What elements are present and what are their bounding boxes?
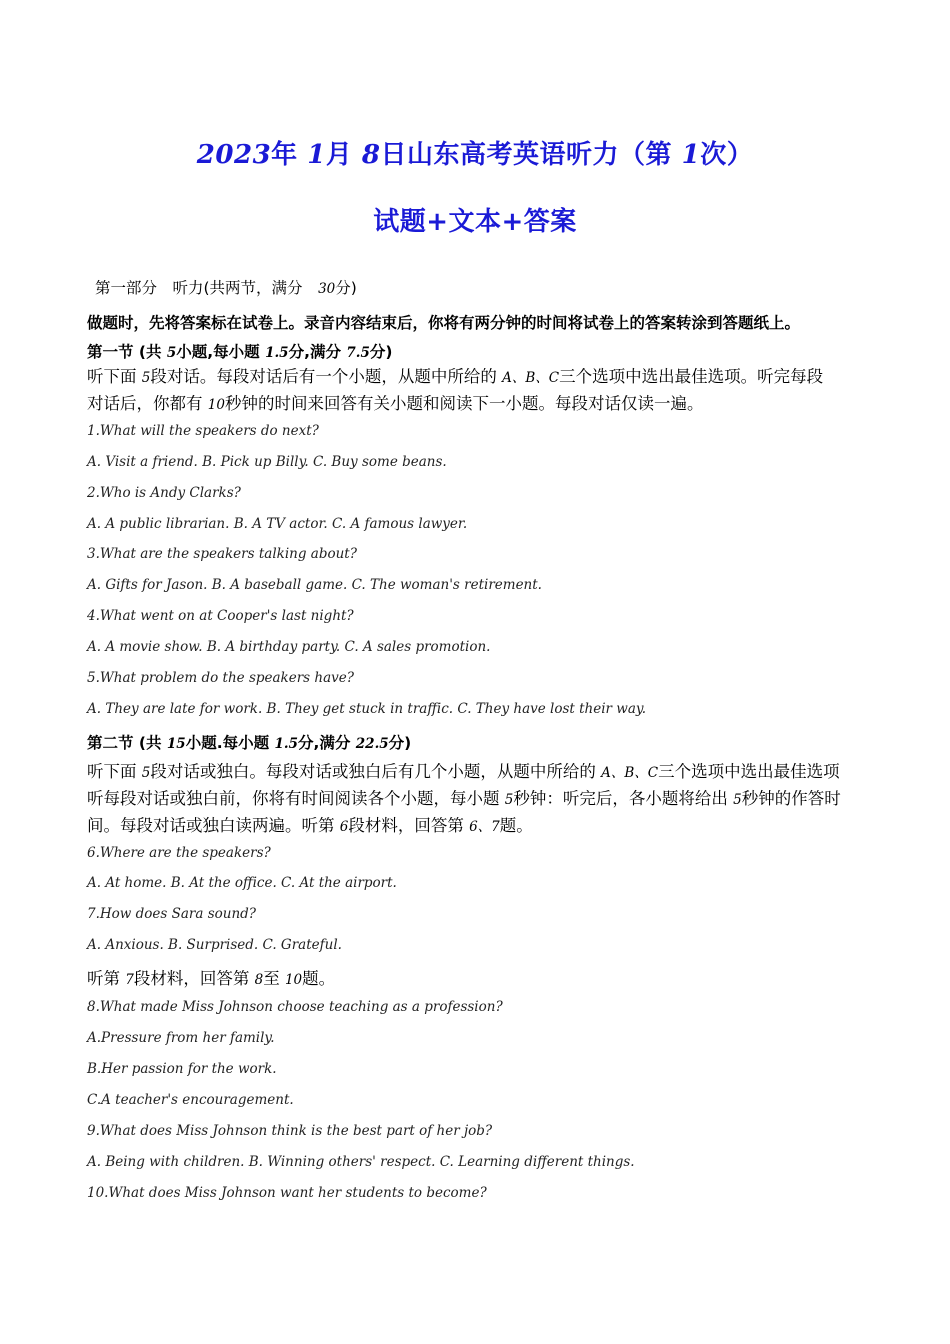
section2-heading: 第二节 (共 15小题.每小题 1.5分,满分 22.5分) [87, 734, 412, 752]
section2-directions: 听下面 5段对话或独白。每段对话或独白后有几个小题，从题中所给的 A、B、C三个选项中选出最佳选项 听每段对话或独白前，你将有时间阅读各个小题，每小题 5秒钟：听完后，各小题将给出 5秒钟的作答时 间。每段对话或独白读两遍。听第 6段材料，回答第 6、7题。 [87, 762, 841, 835]
part1-instruction: 做题时，先将答案标在试卷上。录音内容结束后，你将有两分钟的时间将试卷上的答案转涂到答题纸上。 [87, 314, 801, 332]
question-9: 9.What does Miss Johnson think is the best part of her job? [87, 1123, 493, 1139]
option-8a: A.Pressure from her family. [87, 1030, 275, 1046]
question-8: 8.What made Miss Johnson choose teaching as a profession? [87, 999, 503, 1015]
options-9: A. Being with children. B. Winning others' respect. C. Learning different things. [87, 1154, 635, 1170]
options-2: A. A public librarian. B. A TV actor. C. A famous lawyer. [87, 516, 468, 532]
options-7: A. Anxious. B. Surprised. C. Grateful. [87, 937, 342, 953]
question-6: 6.Where are the speakers? [87, 845, 271, 861]
question-10: 10.What does Miss Johnson want her students to become? [87, 1185, 487, 1201]
question-1: 1.What will the speakers do next? [87, 423, 319, 439]
options-5: A. They are late for work. B. They get stuck in traffic. C. They have lost their way. [87, 701, 647, 717]
question-7: 7.How does Sara sound? [87, 906, 257, 922]
section1-heading: 第一节 (共 5小题,每小题 1.5分,满分 7.5分) [87, 343, 393, 361]
document-subtitle: 试题+文本+答案 [373, 207, 577, 237]
title-year: 2023 [196, 140, 272, 170]
options-4: A. A movie show. B. A birthday party. C. A sales promotion. [87, 639, 491, 655]
question-2: 2.Who is Andy Clarks? [87, 485, 241, 501]
options-3: A. Gifts for Jason. B. A baseball game. C. The woman's retirement. [87, 577, 542, 593]
section1-directions: 听下面 5段对话。每段对话后有一个小题，从题中所给的 A、B、C三个选项中选出最佳选项。听完每段 对话后，你都有 10秒钟的时间来回答有关小题和阅读下一小题。每段对话仅读一遍。 [87, 367, 824, 413]
option-8c: C.A teacher's encouragement. [87, 1092, 294, 1108]
options-6: A. At home. B. At the office. C. At the airport. [87, 875, 397, 891]
part1-heading: 第一部分 听力(共两节，满分 30分) [95, 279, 357, 297]
question-3: 3.What are the speakers talking about? [87, 546, 357, 562]
option-8b: B.Her passion for the work. [87, 1061, 277, 1077]
question-5: 5.What problem do the speakers have? [87, 670, 354, 686]
question-4: 4.What went on at Cooper's last night? [87, 608, 354, 624]
material7-direction: 听第 7段材料，回答第 8至 10题。 [87, 969, 336, 988]
document-title: 2023年 1月 8日山东高考英语听力（第 1次） [196, 140, 754, 170]
options-1: A. Visit a friend. B. Pick up Billy. C. Buy some beans. [87, 454, 447, 470]
